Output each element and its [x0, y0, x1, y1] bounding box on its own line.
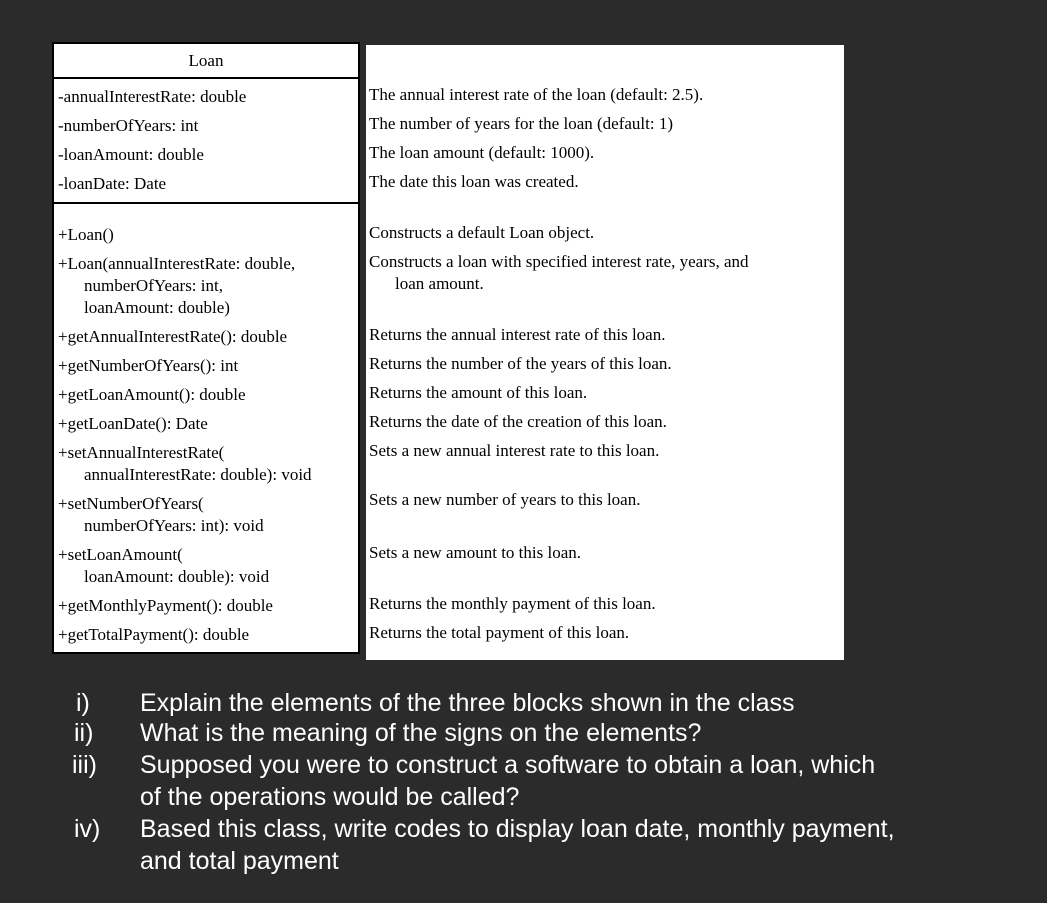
- method-loan-constructor-line1: +Loan(annualInterestRate: double,: [58, 254, 296, 273]
- method-set-loan-amount-line2: loanAmount: double): void: [84, 567, 270, 586]
- method-set-annual-interest-rate-line2: annualInterestRate: double): void: [84, 465, 312, 484]
- question-number: i): [76, 689, 90, 717]
- question-text: What is the meaning of the signs on the elements?: [140, 719, 702, 747]
- method-set-number-of-years-line2: numberOfYears: int): void: [84, 516, 264, 535]
- method-loan-constructor-line3: loanAmount: double): [84, 298, 230, 317]
- desc-loan-date: The date this loan was created.: [369, 172, 579, 191]
- method-loan-constructor-line2: numberOfYears: int,: [84, 276, 223, 295]
- description-panel: [366, 45, 844, 660]
- desc-get-loan-date: Returns the date of the creation of this loan.: [369, 412, 667, 431]
- desc-loan-constructor-line1: Constructs a loan with specified interest rate, years, and: [369, 252, 749, 271]
- questions-list: [0, 686, 1047, 886]
- attribute-number-of-years: -numberOfYears: int: [58, 116, 199, 135]
- desc-loan-constructor-line2: loan amount.: [395, 274, 484, 293]
- question-number: iv): [74, 815, 101, 843]
- question-text-continued: and total payment: [140, 847, 339, 875]
- attribute-loan-date: -loanDate: Date: [58, 174, 167, 193]
- desc-set-loan-amount: Sets a new amount to this loan.: [369, 543, 582, 562]
- attributes-methods-divider: [54, 202, 358, 204]
- desc-loan-default: Constructs a default Loan object.: [369, 223, 595, 242]
- desc-get-annual-interest-rate: Returns the annual interest rate of this loan.: [369, 325, 666, 344]
- method-set-number-of-years-line1: +setNumberOfYears(: [58, 494, 204, 513]
- question-text: Based this class, write codes to display loan date, monthly payment,: [140, 815, 895, 843]
- attribute-annual-interest-rate: -annualInterestRate: double: [58, 87, 247, 106]
- method-get-total-payment: +getTotalPayment(): double: [58, 625, 250, 644]
- method-get-loan-date: +getLoanDate(): Date: [58, 414, 208, 433]
- desc-loan-amount: The loan amount (default: 1000).: [369, 143, 595, 162]
- desc-annual-interest-rate: The annual interest rate of the loan (default: 2.5).: [369, 85, 704, 104]
- method-get-loan-amount: +getLoanAmount(): double: [58, 385, 246, 404]
- desc-get-monthly-payment: Returns the monthly payment of this loan.: [369, 594, 656, 613]
- question-text: Explain the elements of the three blocks shown in the class: [140, 689, 795, 717]
- method-set-annual-interest-rate-line1: +setAnnualInterestRate(: [58, 443, 225, 462]
- desc-set-annual-interest-rate: Sets a new annual interest rate to this loan.: [369, 441, 660, 460]
- desc-set-number-of-years: Sets a new number of years to this loan.: [369, 490, 641, 509]
- question-text: Supposed you were to construct a software to obtain a loan, which: [140, 751, 876, 779]
- desc-number-of-years: The number of years for the loan (default: 1): [369, 114, 673, 133]
- method-get-annual-interest-rate: +getAnnualInterestRate(): double: [58, 327, 288, 346]
- uml-class-box: [52, 42, 360, 654]
- method-loan-default: +Loan(): [58, 225, 114, 244]
- question-number: iii): [72, 751, 97, 779]
- method-get-number-of-years: +getNumberOfYears(): int: [58, 356, 239, 375]
- method-get-monthly-payment: +getMonthlyPayment(): double: [58, 596, 273, 615]
- desc-get-loan-amount: Returns the amount of this loan.: [369, 383, 588, 402]
- desc-get-number-of-years: Returns the number of the years of this loan.: [369, 354, 672, 373]
- class-name: Loan: [54, 44, 358, 79]
- attribute-loan-amount: -loanAmount: double: [58, 145, 204, 164]
- question-text-continued: of the operations would be called?: [140, 783, 520, 811]
- method-set-loan-amount-line1: +setLoanAmount(: [58, 545, 183, 564]
- question-number: ii): [74, 719, 94, 747]
- desc-get-total-payment: Returns the total payment of this loan.: [369, 623, 630, 642]
